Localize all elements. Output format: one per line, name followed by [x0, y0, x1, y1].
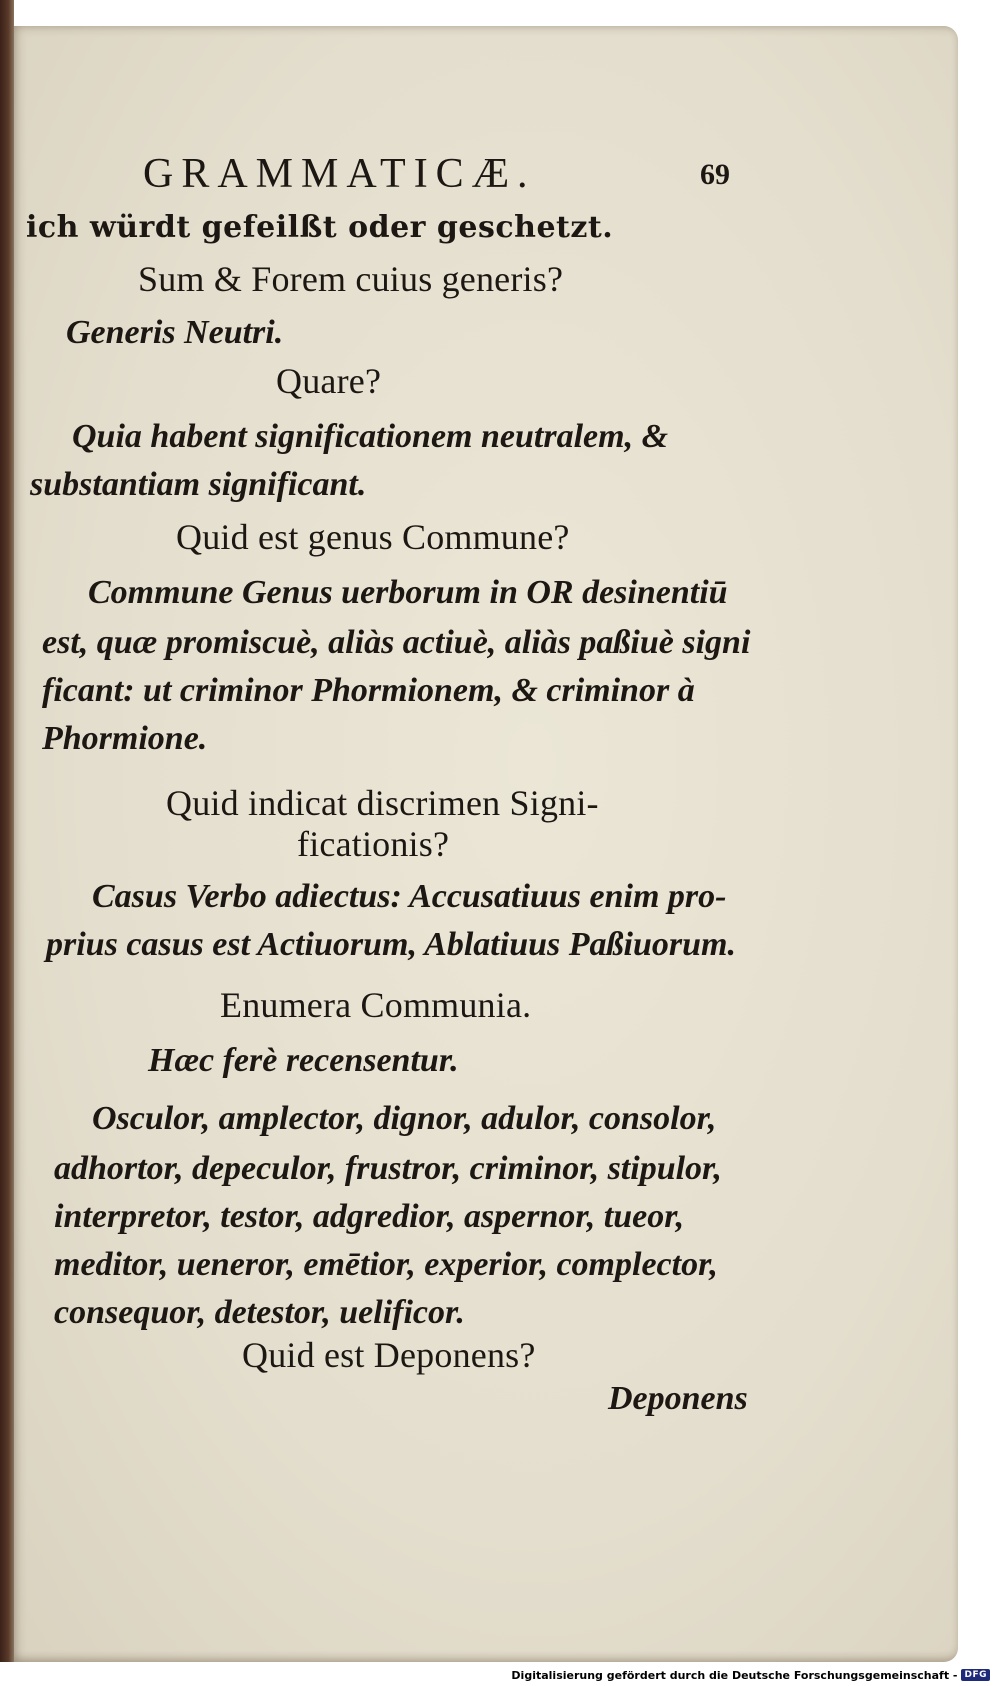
- list-line-4: meditor, ueneror, emētior, experior, complector,: [54, 1246, 718, 1283]
- question-6: Quid est Deponens?: [242, 1335, 536, 1375]
- page-number: 69: [700, 158, 730, 191]
- catchword: Deponens: [608, 1380, 748, 1417]
- question-5: Enumera Communia.: [220, 985, 532, 1025]
- dfg-logo: DFG: [961, 1669, 990, 1681]
- answer-2-line-1: Quia habent significationem neutralem, &: [72, 418, 669, 455]
- list-line-1: Osculor, amplector, dignor, adulor, consolor,: [92, 1100, 717, 1137]
- question-3: Quid est genus Commune?: [176, 517, 570, 557]
- answer-4-line-1: Casus Verbo adiectus: Accusatiuus enim pro-: [92, 878, 727, 915]
- question-2: Quare?: [276, 361, 382, 401]
- answer-3-line-4: Phormione.: [42, 720, 208, 757]
- answer-2-line-2: substantiam significant.: [30, 466, 367, 503]
- question-1: Sum & Forem cuius generis?: [138, 259, 564, 299]
- running-title: GRAMMATICÆ.: [143, 151, 536, 197]
- answer-3-line-3: ficant: ut criminor Phormionem, & criminor à: [42, 672, 695, 709]
- book-spine: [0, 0, 14, 1662]
- answer-4-line-2: prius casus est Actiuorum, Ablatiuus Paßiuorum.: [46, 926, 736, 963]
- credit-text: Digitalisierung gefördert durch die Deutsche Forschungsgemeinschaft -: [511, 1668, 958, 1682]
- answer-3-line-1: Commune Genus uerborum in OR desinentiū: [88, 574, 728, 611]
- answer-5: Hæc ferè recensentur.: [148, 1042, 459, 1079]
- digitization-credit: [511, 1667, 990, 1683]
- top-margin: [14, 0, 964, 26]
- question-4-line-1: Quid indicat discrimen Signi-: [166, 783, 599, 823]
- list-line-3: interpretor, testor, adgredior, aspernor, tueor,: [54, 1198, 685, 1235]
- answer-1: Generis Neutri.: [66, 314, 284, 351]
- list-line-5: consequor, detestor, uelificor.: [54, 1294, 465, 1331]
- question-4-line-2: ficationis?: [297, 824, 450, 864]
- answer-3-line-2: est, quæ promiscuè, aliàs actiuè, aliàs paßiuè signi: [42, 624, 751, 661]
- list-line-2: adhortor, depeculor, frustror, criminor, stipulor,: [54, 1150, 722, 1187]
- text-line-1: ich würdt gefeilßt oder geschetzt.: [26, 210, 614, 245]
